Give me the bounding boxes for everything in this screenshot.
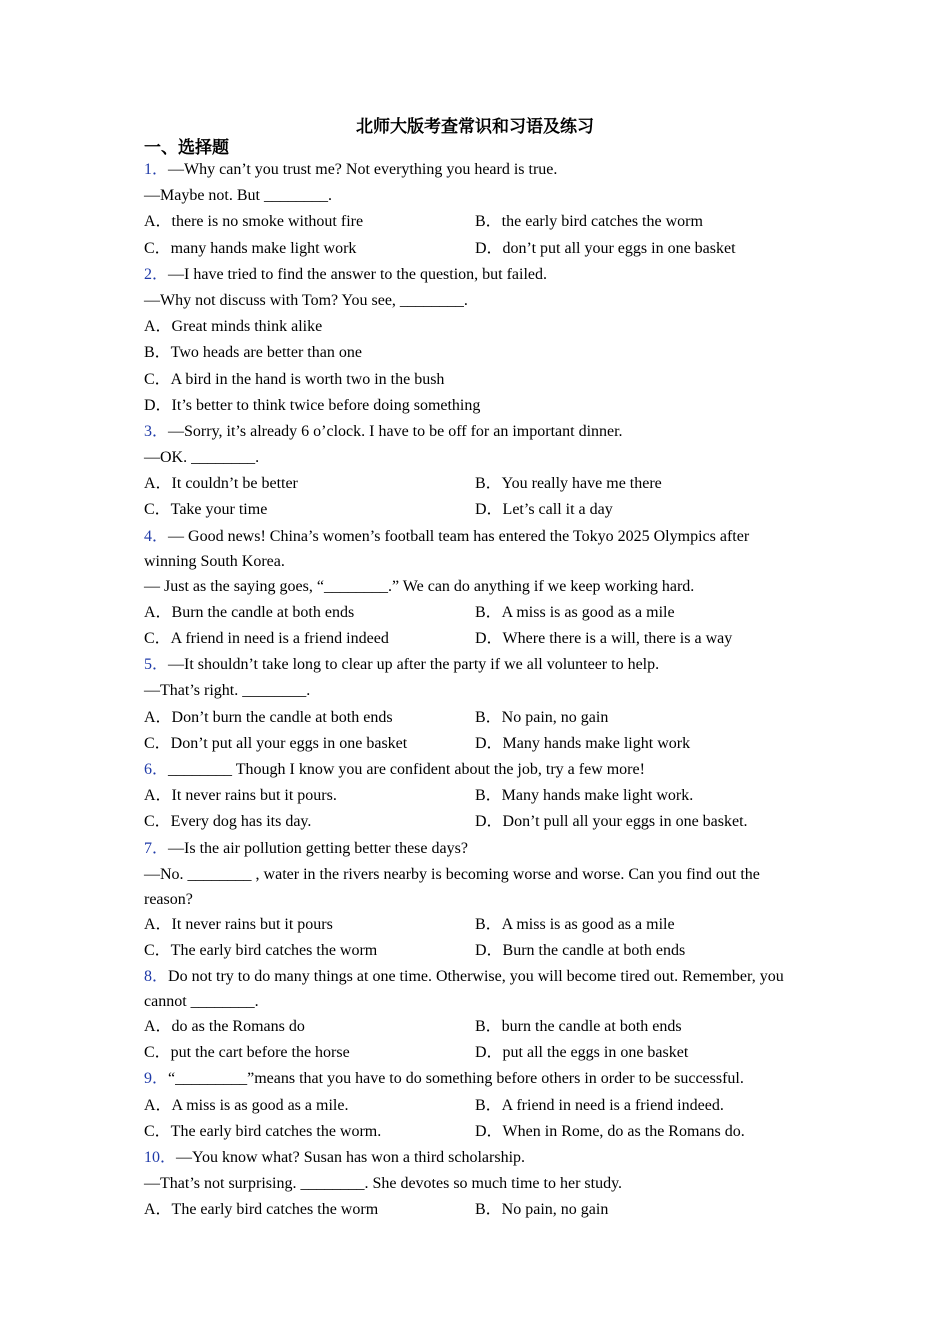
question-2-reply: —Why not discuss with Tom? You see, ________. [144,291,468,309]
options-row [144,1119,804,1145]
options-row [144,1040,804,1066]
option-c: C．Every dog has its day. [144,813,312,831]
options-row [144,497,804,523]
option-a: A．there is no smoke without fire [144,213,364,231]
question-text: —Sorry, it’s already 6 o’clock. I have to be off for an important dinner. [168,422,623,440]
option-b: B．the early bird catches the worm [475,213,703,231]
option-a: A．It never rains but it pours [144,915,333,933]
option-b: B．No pain, no gain [475,708,609,726]
option-d: D．When in Rome, do as the Romans do. [475,1122,745,1140]
option-d: D．don’t put all your eggs in one basket [475,239,736,257]
option-b: B．You really have me there [475,475,662,493]
options-row [144,731,804,757]
option-d: D．Many hands make light work [475,734,691,752]
question-4-reply: — Just as the saying goes, “________.” We can do anything if we keep working hard. [144,577,695,595]
options-row [144,809,804,835]
question-text: Do not try to do many things at one time. Otherwise, you will become tired out. Remember, you cannot ________. [144,968,784,1011]
option-b: B．A friend in need is a friend indeed. [475,1096,724,1114]
option-c: C．put the cart before the horse [144,1044,350,1062]
question-number: 9． [144,1070,169,1088]
options-row [144,938,804,964]
option-a: A．The early bird catches the worm [144,1201,379,1219]
option-a: A．Burn the candle at both ends [144,603,355,621]
option-b: B．No pain, no gain [475,1201,609,1219]
question-number: 10． [144,1149,177,1166]
options-row [144,705,804,731]
option-b: B．A miss is as good as a mile [475,915,675,933]
option-a: A．do as the Romans do [144,1018,305,1036]
option-b: B．Many hands make light work. [475,787,694,805]
question-text: —Is the air pollution getting better these days? [168,839,468,857]
option-c: C．many hands make light work [144,239,357,257]
option-a: A．It never rains but it pours. [144,787,337,805]
option-c: C．The early bird catches the worm [144,941,378,959]
question-1-stem [144,157,804,183]
question-text: —It shouldn’t take long to clear up after the party if we all volunteer to help. [168,656,660,674]
options-row [144,600,804,626]
option-b: B．Two heads are better than one [144,344,362,362]
question-5-reply: —That’s right. ________. [144,682,311,700]
option-c: C．A bird in the hand is worth two in the bush [144,370,445,388]
option-a: A．It couldn’t be better [144,475,298,493]
option-d: D．Don’t pull all your eggs in one basket. [475,813,748,831]
option-d: D．It’s better to think twice before doing something [144,396,481,414]
options-row [144,209,804,235]
question-5-stem [144,652,804,678]
question-text: —I have tried to find the answer to the question, but failed. [168,265,548,283]
question-text: “_________”means that you have to do something before others in order to be successful. [168,1070,744,1088]
question-10-reply: —That’s not surprising. ________. She devotes so much time to her study. [144,1175,623,1193]
options-row [144,471,804,497]
options-row [144,1197,804,1223]
question-7-reply: —No. ________ , water in the rivers nearby is becoming worse and worse. Can you find out the reason? [144,865,760,908]
option-b: B．burn the candle at both ends [475,1018,682,1036]
option-d: D．put all the eggs in one basket [475,1044,689,1062]
question-text: —Why can’t you trust me? Not everything you heard is true. [168,161,558,178]
options-row [144,626,804,652]
options-row [144,236,804,262]
option-c: C．A friend in need is a friend indeed [144,630,389,647]
question-10-stem [144,1145,804,1171]
question-text: ________ Though I know you are confident about the job, try a few more! [168,760,645,778]
question-3-stem [144,419,804,445]
question-number: 2． [144,265,169,283]
question-8-stem [144,964,804,1014]
option-a: A．A miss is as good as a mile. [144,1096,349,1114]
question-1-reply: —Maybe not. But ________. [144,187,332,205]
question-7-stem [144,836,804,862]
question-number: 8． [144,968,169,986]
question-9-stem [144,1066,804,1092]
question-number: 3． [144,422,169,440]
option-c: C．The early bird catches the worm. [144,1122,382,1140]
option-b: B．A miss is as good as a mile [475,603,675,621]
option-d: D．Let’s call it a day [475,501,613,519]
option-c: C．Don’t put all your eggs in one basket [144,734,408,752]
options-row [144,1093,804,1119]
question-list [144,157,804,1224]
options-row [144,1014,804,1040]
question-3-reply: —OK. ________. [144,449,260,467]
section-heading: 一、选择题 [144,138,229,158]
question-text: —You know what? Susan has won a third scholarship. [176,1149,526,1166]
question-6-stem [144,757,804,783]
option-a: A．Don’t burn the candle at both ends [144,708,393,726]
question-number: 1． [144,161,169,178]
option-c: C．Take your time [144,501,268,519]
options-row [144,783,804,809]
question-number: 5． [144,656,169,674]
question-4-stem [144,524,804,574]
page-title: 北师大版考查常识和习语及练习 [356,117,594,137]
option-a: A．Great minds think alike [144,318,323,336]
question-number: 7． [144,839,169,857]
options-row [144,912,804,938]
question-2-stem [144,262,804,288]
option-d: D．Where there is a will, there is a way [475,630,733,647]
question-text: — Good news! China’s women’s football team has entered the Tokyo 2025 Olympics after winning South Korea. [144,527,750,570]
question-number: 6． [144,760,169,778]
option-d: D．Burn the candle at both ends [475,941,686,959]
question-number: 4． [144,527,169,545]
